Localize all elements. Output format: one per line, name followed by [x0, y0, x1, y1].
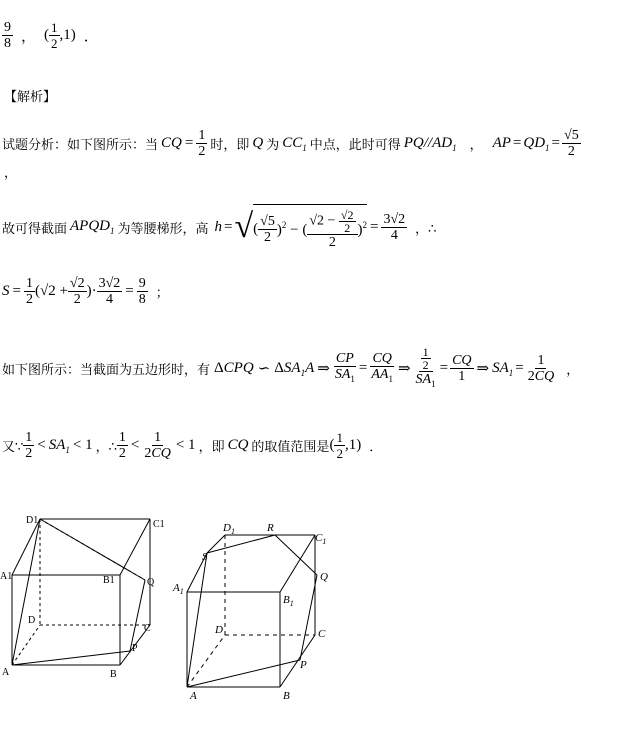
svg-text:Q: Q	[320, 571, 328, 583]
svg-text:A: A	[190, 690, 197, 702]
analysis-line-3: S = $\frac{1}{2}$ (√2 + $\frac{√2}{2}$ )· $\frac{3√2}{4}$ = $\frac{9}{8}$ ；	[2, 276, 169, 307]
analysis-line-4: 如下图所示：当截面为五边形时，有 Δ CPQ ∽ Δ $SA_1A$ ⇒ $\frac{CP}{SA_1}$ = $\frac{CQ}{AA_1}$ ⇒ $\frac{\frac{1}{2}}{SA_1}$ = $\frac{CQ}{1}$ ⇒ $SA_1$ = $\frac{1}{2CQ}$ ，	[2, 345, 580, 389]
svg-text:Q: Q	[147, 577, 155, 588]
analysis-heading: 【解析】	[4, 90, 57, 105]
answer-line: $\frac{9}{8}$ ， ( $\frac{1}{2}$ ,1) ．	[4, 20, 99, 51]
svg-text:A1: $A_1$	[173, 582, 184, 596]
svg-text:B: B	[283, 690, 290, 702]
answer-range: ( $\frac{1}{2}$ ,1)	[44, 20, 76, 51]
svg-text:D1: D1	[26, 515, 39, 526]
svg-text:S: S	[202, 551, 208, 563]
svg-text:D: D	[215, 624, 223, 636]
svg-text:P: P	[132, 643, 138, 654]
svg-text:P: P	[300, 659, 307, 671]
cube-figure-2	[165, 505, 345, 705]
svg-text:A: A	[2, 667, 10, 678]
svg-text:R: R	[267, 522, 274, 534]
svg-text:B1: $B_1$	[283, 594, 294, 608]
comma: ，	[4, 166, 18, 181]
svg-text:A1: A1	[0, 571, 13, 582]
svg-text:D1: $D_1$	[223, 522, 235, 536]
sqrt-radicand: ( $\frac{√5}{2}$ )$^2$ − ( √2 − $\frac{√2}{2}$ 2 )$^2$	[253, 204, 367, 250]
svg-text:C: C	[144, 623, 151, 634]
svg-text:B1: B1	[103, 575, 115, 586]
svg-text:D: D	[28, 615, 36, 626]
cube-figure-1	[0, 505, 175, 685]
svg-text:C1: $C_1$	[315, 532, 327, 546]
analysis-line-1: 试题分析：如下图所示：当 CQ = $\frac{1}{2}$ 时，即 Q 为 $CC_1$ 中点，此时可得 $PQ//AD_1$ ， AP = $QD_1$ = $\frac{√5}{2}$	[2, 128, 579, 159]
svg-text:C: C	[318, 628, 326, 640]
svg-text:B: B	[110, 669, 117, 680]
answer-area: $\frac{9}{8}$	[4, 20, 11, 51]
analysis-line-5: 又∵ $\frac{1}{2}$ < $SA_1$ < 1 ，∴ $\frac{1}{2}$ < $\frac{1}{2CQ}$ < 1 ，即 CQ 的取值范围是 ( $\frac{1}{2}$ ,1) ．	[2, 430, 383, 461]
svg-text:C1: C1	[153, 519, 165, 530]
analysis-line-2: 故可得截面 $APQD_1$ 为等腰梯形，高 h = √ ( $\frac{√5}{2}$ )$^2$ − ( √2 − $\frac{√2}{2}$ 2 )$^2$ = $\frac{3√2}{4}$ ，∴	[2, 204, 436, 250]
